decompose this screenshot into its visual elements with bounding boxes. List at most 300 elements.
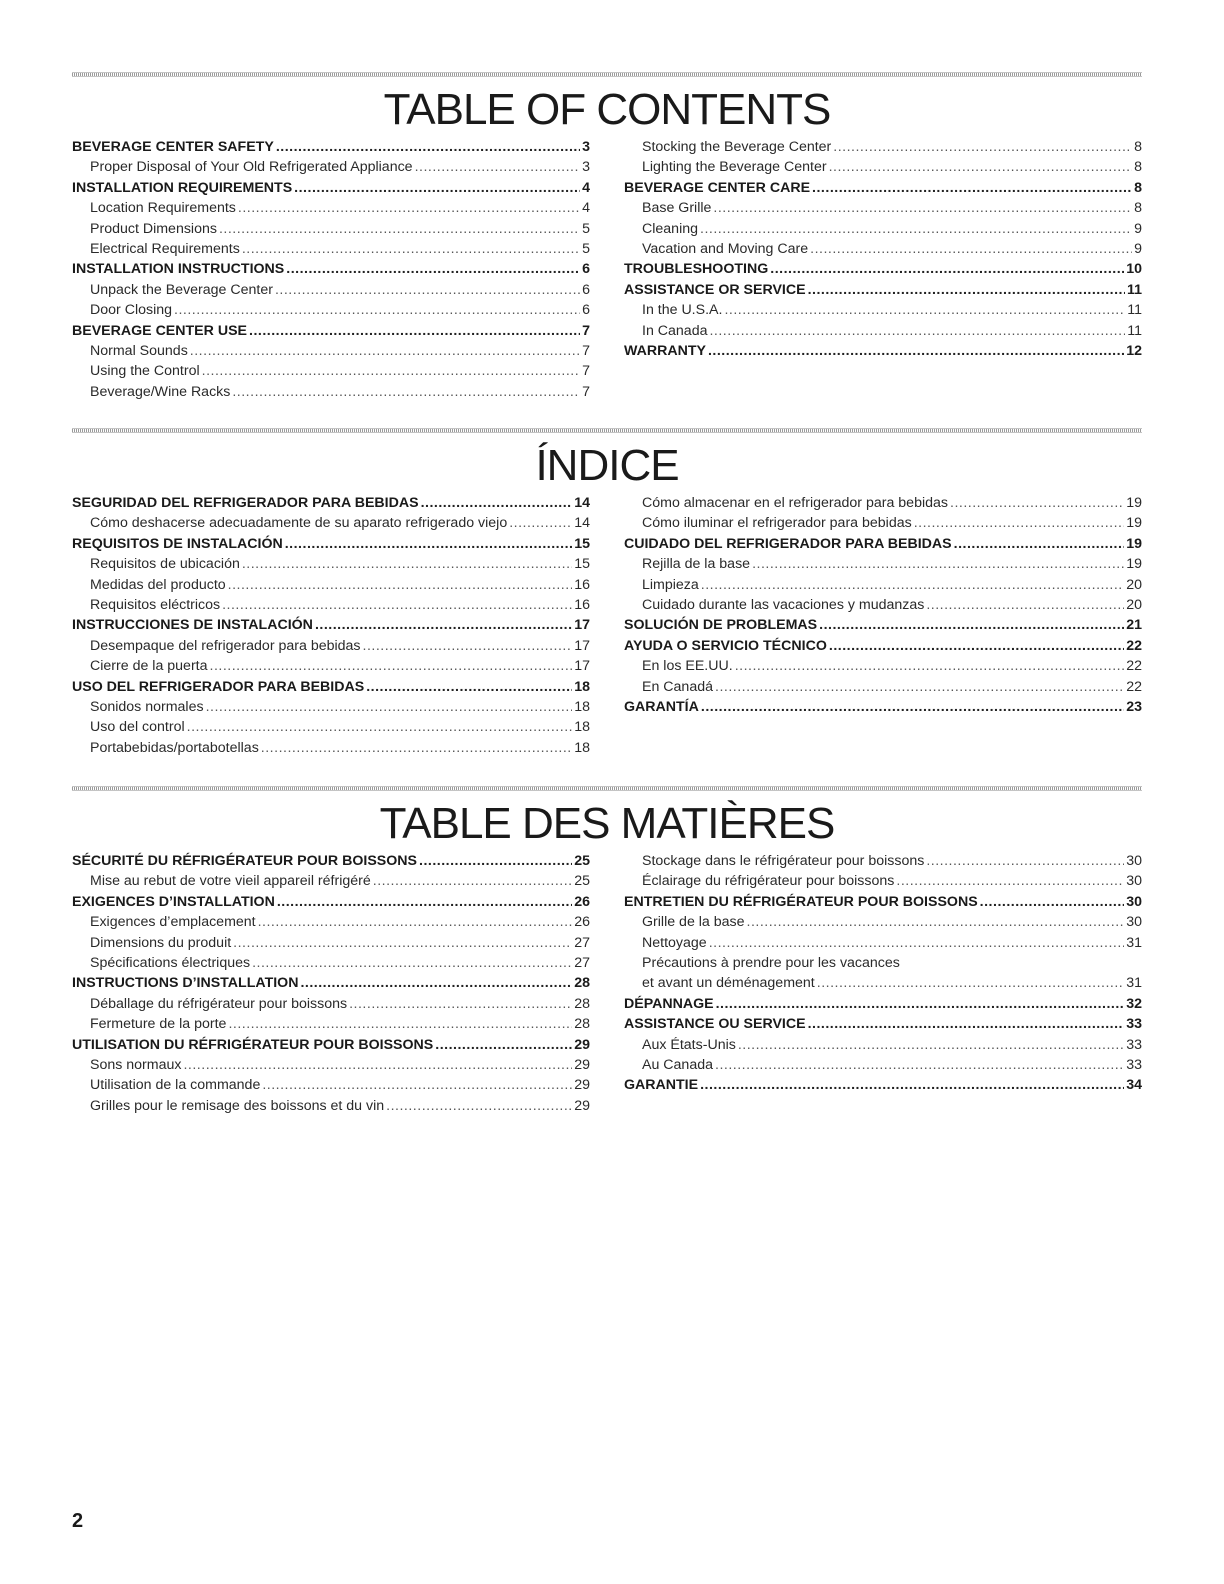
dot-leader — [228, 575, 573, 595]
toc-entry-title: et avant un déménagement — [642, 975, 815, 992]
toc-entry-page: 4 — [582, 179, 590, 196]
toc-entry-title: Sonidos normales — [90, 698, 204, 715]
toc-entry-title: BEVERAGE CENTER CARE — [624, 179, 811, 196]
toc-entry-title: Requisitos eléctricos — [90, 596, 221, 613]
dot-leader — [222, 595, 572, 615]
toc-entry-title: Nettoyage — [642, 934, 707, 951]
dot-leader — [808, 1014, 1125, 1034]
toc-entry-page: 8 — [1134, 179, 1142, 196]
dot-leader — [233, 933, 572, 953]
toc-entry-title: TROUBLESHOOTING — [624, 261, 769, 278]
toc-entry-title: GARANTIE — [624, 1077, 699, 1094]
toc-entry-title: SOLUCIÓN DE PROBLEMAS — [624, 617, 818, 634]
dot-leader — [808, 280, 1125, 300]
toc-entry — [624, 157, 1142, 177]
toc-column-right — [624, 851, 1142, 1096]
dot-leader — [238, 198, 580, 218]
toc-entry-page: 19 — [1126, 495, 1142, 511]
toc-entry — [72, 1055, 590, 1075]
dot-leader — [252, 953, 572, 973]
dot-leader — [275, 280, 580, 300]
toc-columns — [72, 137, 1142, 417]
toc-entry-page: 14 — [574, 515, 590, 532]
toc-entry-page: 33 — [1126, 1036, 1142, 1053]
dot-leader — [700, 1075, 1124, 1095]
toc-entry-page: 6 — [582, 261, 590, 278]
toc-entry-title: Cuidado durante las vacaciones y mudanzas — [642, 596, 925, 613]
dot-leader — [708, 341, 1124, 361]
toc-entry — [72, 239, 590, 259]
toc-entry-page: 20 — [1126, 576, 1142, 593]
toc-entry — [624, 219, 1142, 239]
toc-entry — [72, 575, 590, 595]
toc-heading-entry — [624, 615, 1142, 635]
toc-entry-page: 29 — [574, 1056, 590, 1073]
toc-entry-page: 18 — [574, 678, 590, 695]
toc-entry-page: 18 — [574, 739, 590, 756]
toc-entry — [624, 493, 1142, 513]
toc-entry-title: Electrical Requirements — [90, 240, 240, 257]
toc-entry-title: Éclairage du réfrigérateur pour boissons — [642, 873, 895, 890]
dot-leader — [509, 513, 572, 533]
toc-entry-title: USO DEL REFRIGERADOR PARA BEBIDAS — [72, 678, 365, 695]
toc-entry-title: WARRANTY — [624, 342, 706, 359]
toc-entry-title: AYUDA O SERVICIO TÉCNICO — [624, 637, 827, 654]
dot-leader — [812, 178, 1132, 198]
toc-heading-entry — [72, 615, 590, 635]
toc-entry-page: 25 — [574, 873, 590, 890]
toc-entry-page: 9 — [1134, 240, 1142, 257]
toc-heading-entry — [624, 341, 1142, 361]
toc-entry-title: Spécifications électriques — [90, 954, 251, 971]
dot-leader — [219, 219, 580, 239]
toc-entry-title: INSTRUCCIONES DE INSTALACIÓN — [72, 617, 313, 634]
toc-entry-title: REQUISITOS DE INSTALACIÓN — [72, 535, 283, 552]
toc-heading-entry — [624, 534, 1142, 554]
toc-entry-page: 7 — [582, 342, 590, 359]
toc-entry-page: 30 — [1126, 853, 1142, 869]
toc-entry — [624, 300, 1142, 320]
toc-heading-entry — [624, 697, 1142, 717]
toc-heading-entry — [72, 1035, 590, 1055]
toc-entry-title: Mise au rebut de votre vieil appareil réfrigéré — [90, 873, 371, 890]
dot-leader — [738, 1035, 1124, 1055]
toc-entry-title: Cómo almacenar en el refrigerador para bebidas — [642, 495, 948, 511]
dot-leader — [709, 321, 1125, 341]
toc-columns — [72, 493, 1142, 773]
dot-leader — [716, 994, 1125, 1014]
dot-leader — [914, 513, 1125, 533]
dot-leader — [300, 973, 572, 993]
toc-entry — [72, 513, 590, 533]
toc-entry-page: 19 — [1126, 515, 1142, 532]
dot-leader — [770, 259, 1124, 279]
toc-entry-page: 17 — [574, 658, 590, 675]
section-title: ÍNDICE — [535, 441, 679, 490]
toc-entry-title: Stocking the Beverage Center — [642, 139, 832, 155]
toc-entry — [72, 382, 590, 402]
dot-leader — [183, 1055, 572, 1075]
toc-entry — [72, 994, 590, 1014]
dot-leader — [232, 382, 580, 402]
toc-entry-page: 3 — [582, 139, 590, 155]
toc-entry-page: 31 — [1126, 975, 1142, 992]
toc-entry-page: 17 — [574, 637, 590, 654]
toc-entry-page: 7 — [582, 363, 590, 380]
dot-leader — [294, 178, 580, 198]
dot-leader — [701, 697, 1124, 717]
toc-entry-title: SEGURIDAD DEL REFRIGERADOR PARA BEBIDAS — [72, 495, 419, 511]
toc-entry — [72, 656, 590, 676]
toc-heading-entry — [624, 178, 1142, 198]
toc-entry-title: En Canadá — [642, 678, 713, 695]
toc-entry-page: 22 — [1126, 658, 1142, 675]
toc-entry-page: 7 — [582, 383, 590, 400]
section-divider — [72, 786, 1142, 791]
toc-entry — [72, 554, 590, 574]
dot-leader — [896, 871, 1124, 891]
toc-entry — [72, 953, 590, 973]
toc-entry-title: Cierre de la puerta — [90, 658, 208, 675]
toc-heading-entry — [72, 973, 590, 993]
toc-entry — [624, 137, 1142, 157]
toc-entry-title: EXIGENCES D’INSTALLATION — [72, 893, 275, 910]
toc-entry-page: 22 — [1126, 637, 1142, 654]
toc-entry-title: INSTALLATION REQUIREMENTS — [72, 179, 293, 196]
toc-entry-title: Uso del control — [90, 719, 185, 736]
dot-leader — [285, 534, 572, 554]
toc-heading-entry — [72, 259, 590, 279]
toc-entry — [72, 595, 590, 615]
toc-entry-title: Aux États-Unis — [642, 1036, 736, 1053]
toc-entry — [72, 1075, 590, 1095]
dot-leader — [419, 851, 572, 871]
dot-leader — [415, 157, 581, 177]
toc-entry-page: 11 — [1127, 281, 1142, 298]
toc-entry-title: Cómo iluminar el refrigerador para bebidas — [642, 515, 912, 532]
toc-entry-page: 6 — [582, 302, 590, 319]
toc-entry-page: 33 — [1126, 1016, 1142, 1033]
dot-leader — [817, 973, 1124, 993]
toc-entry-page: 12 — [1126, 342, 1142, 359]
toc-entry-page: 31 — [1126, 934, 1142, 951]
toc-entry — [624, 575, 1142, 595]
toc-entry-page: 18 — [574, 698, 590, 715]
dot-leader — [386, 1096, 572, 1116]
toc-entry — [624, 677, 1142, 697]
toc-entry — [624, 851, 1142, 871]
toc-entry-page: 25 — [574, 853, 590, 869]
toc-entry-page: 9 — [1134, 220, 1142, 237]
section-divider — [72, 72, 1142, 77]
dot-leader — [202, 361, 580, 381]
toc-entry-title: UTILISATION DU RÉFRIGÉRATEUR POUR BOISSONS — [72, 1036, 434, 1053]
toc-entry-title: Sons normaux — [90, 1056, 182, 1073]
toc-entry-title: INSTALLATION INSTRUCTIONS — [72, 261, 285, 278]
toc-column-left — [72, 851, 590, 1116]
toc-entry-title: Using the Control — [90, 363, 200, 380]
toc-section-french — [72, 786, 1142, 1131]
dot-leader — [210, 656, 573, 676]
toc-entry-title: BEVERAGE CENTER USE — [72, 322, 248, 339]
toc-entry-page: 14 — [574, 495, 590, 511]
toc-entry-title: In Canada — [642, 322, 708, 339]
toc-entry-title: Proper Disposal of Your Old Refrigerated Appliance — [90, 159, 413, 176]
dot-leader — [752, 554, 1124, 574]
dot-leader — [363, 636, 573, 656]
toc-entry-page: 28 — [574, 1016, 590, 1033]
dot-leader — [709, 933, 1125, 953]
toc-entry — [624, 1055, 1142, 1075]
toc-entry-page: 29 — [574, 1077, 590, 1094]
dot-leader — [829, 636, 1124, 656]
toc-entry — [72, 933, 590, 953]
toc-entry-page: 8 — [1134, 159, 1142, 176]
toc-heading-entry — [72, 892, 590, 912]
dot-leader — [286, 259, 580, 279]
toc-entry-title: Déballage du réfrigérateur pour boissons — [90, 995, 348, 1012]
toc-entry-title: Exigences d’emplacement — [90, 914, 256, 931]
toc-entry-title: Location Requirements — [90, 200, 236, 217]
toc-entry — [624, 656, 1142, 676]
toc-entry-page: 3 — [582, 159, 590, 176]
toc-entry-title: Limpieza — [642, 576, 699, 593]
toc-entry-page: 29 — [574, 1036, 590, 1053]
dot-leader — [242, 554, 572, 574]
toc-heading-entry — [72, 321, 590, 341]
toc-entry-page: 30 — [1126, 873, 1142, 890]
toc-entry-title: En los EE.UU. — [642, 658, 733, 675]
dot-leader — [242, 239, 580, 259]
toc-entry — [624, 953, 1142, 994]
toc-entry-page: 6 — [582, 281, 590, 298]
toc-heading-entry — [72, 851, 590, 871]
toc-entry — [624, 933, 1142, 953]
dot-leader — [954, 534, 1125, 554]
dot-leader — [315, 615, 572, 635]
dot-leader — [373, 871, 572, 891]
toc-entry-page: 8 — [1134, 200, 1142, 217]
toc-entry-page: 20 — [1126, 596, 1142, 613]
toc-entry-page: 11 — [1127, 302, 1142, 319]
dot-leader — [261, 738, 572, 758]
toc-entry-page: 28 — [574, 975, 590, 992]
toc-entry-page: 34 — [1126, 1077, 1142, 1094]
toc-entry-page: 4 — [582, 200, 590, 217]
toc-entry-page: 15 — [574, 556, 590, 573]
dot-leader — [228, 1014, 572, 1034]
toc-entry — [72, 871, 590, 891]
toc-entry-title: Product Dimensions — [90, 220, 217, 237]
toc-entry-title: Door Closing — [90, 302, 173, 319]
dot-leader — [829, 157, 1133, 177]
toc-entry-page: 22 — [1126, 678, 1142, 695]
toc-entry-title: Base Grille — [642, 200, 712, 217]
toc-entry-continuation — [642, 973, 1142, 993]
dot-leader — [715, 677, 1124, 697]
toc-entry-title: SÉCURITÉ DU RÉFRIGÉRATEUR POUR BOISSONS — [72, 853, 417, 869]
toc-entry-page: 19 — [1126, 556, 1142, 573]
toc-entry-page: 11 — [1127, 322, 1142, 339]
toc-entry-title: Cleaning — [642, 220, 699, 237]
toc-entry — [72, 198, 590, 218]
section-title: TABLE DES MATIÈRES — [379, 799, 835, 848]
dot-leader — [724, 300, 1125, 320]
toc-entry — [624, 198, 1142, 218]
dot-leader — [262, 1075, 572, 1095]
toc-entry — [624, 871, 1142, 891]
dot-leader — [174, 300, 580, 320]
toc-heading-entry — [624, 259, 1142, 279]
toc-entry — [72, 912, 590, 932]
dot-leader — [206, 697, 573, 717]
toc-entry-page: 26 — [574, 914, 590, 931]
toc-entry-title: BEVERAGE CENTER SAFETY — [72, 139, 274, 155]
toc-columns — [72, 851, 1142, 1131]
toc-column-right — [624, 493, 1142, 717]
toc-entry-page: 32 — [1126, 995, 1142, 1012]
toc-entry-page: 21 — [1126, 617, 1142, 634]
toc-entry-title: Unpack the Beverage Center — [90, 281, 273, 298]
dot-leader — [715, 1055, 1124, 1075]
toc-entry-page: 7 — [582, 322, 590, 339]
toc-entry — [624, 554, 1142, 574]
toc-heading-entry — [624, 892, 1142, 912]
toc-entry-title: In the U.S.A. — [642, 302, 723, 319]
toc-heading-entry — [624, 994, 1142, 1014]
toc-heading-entry — [72, 137, 590, 157]
section-title: TABLE OF CONTENTS — [383, 85, 831, 134]
toc-heading-entry — [624, 636, 1142, 656]
toc-entry — [72, 219, 590, 239]
dot-leader — [810, 239, 1132, 259]
toc-entry-page: 15 — [574, 535, 590, 552]
toc-entry — [624, 513, 1142, 533]
toc-entry-page: 8 — [1134, 139, 1142, 155]
toc-entry-page: 18 — [574, 719, 590, 736]
toc-entry — [72, 280, 590, 300]
toc-entry-title: Desempaque del refrigerador para bebidas — [90, 637, 361, 654]
toc-entry-page: 10 — [1126, 261, 1142, 278]
toc-entry-page: 30 — [1126, 914, 1142, 931]
toc-entry-title: INSTRUCTIONS D’INSTALLATION — [72, 975, 299, 992]
toc-entry — [72, 636, 590, 656]
toc-column-right — [624, 137, 1142, 361]
toc-entry-page: 30 — [1126, 893, 1142, 910]
toc-entry-title: Précautions à prendre pour les vacances — [642, 954, 900, 971]
toc-entry-page: 17 — [574, 617, 590, 634]
toc-entry — [72, 361, 590, 381]
dot-leader — [735, 656, 1125, 676]
toc-entry — [624, 1035, 1142, 1055]
toc-entry — [72, 300, 590, 320]
toc-entry-page: 5 — [582, 240, 590, 257]
toc-entry-page: 27 — [574, 934, 590, 951]
toc-entry-title: ASSISTANCE OU SERVICE — [624, 1016, 806, 1033]
dot-leader — [276, 137, 580, 157]
toc-entry-title: GARANTÍA — [624, 698, 699, 715]
toc-entry-title: Dimensions du produit — [90, 934, 232, 951]
section-divider — [72, 428, 1142, 433]
toc-section-english — [72, 72, 1142, 417]
toc-entry-title: ASSISTANCE OR SERVICE — [624, 281, 806, 298]
dot-leader — [366, 677, 572, 697]
toc-entry — [624, 239, 1142, 259]
toc-entry-title: Vacation and Moving Care — [642, 240, 809, 257]
dot-leader — [249, 321, 580, 341]
toc-entry — [72, 697, 590, 717]
toc-entry-title: DÉPANNAGE — [624, 995, 714, 1012]
toc-entry-title: CUIDADO DEL REFRIGERADOR PARA BEBIDAS — [624, 535, 952, 552]
toc-heading-entry — [72, 178, 590, 198]
toc-column-left — [72, 493, 590, 758]
page-number: 2 — [72, 1510, 84, 1532]
toc-heading-entry — [72, 677, 590, 697]
toc-entry-page: 29 — [574, 1097, 590, 1114]
toc-entry — [72, 157, 590, 177]
toc-entry — [72, 717, 590, 737]
dot-leader — [258, 912, 573, 932]
dot-leader — [713, 198, 1132, 218]
toc-entry — [72, 341, 590, 361]
toc-entry-title: Fermeture de la porte — [90, 1016, 227, 1033]
toc-entry — [72, 738, 590, 758]
dot-leader — [747, 912, 1125, 932]
toc-entry-title: Stockage dans le réfrigérateur pour boissons — [642, 853, 925, 869]
toc-entry-page: 33 — [1126, 1056, 1142, 1073]
toc-entry — [624, 595, 1142, 615]
toc-entry-title: Medidas del producto — [90, 576, 226, 593]
toc-entry-page: 19 — [1126, 535, 1142, 552]
toc-entry-title: ENTRETIEN DU RÉFRIGÉRATEUR POUR BOISSONS — [624, 893, 978, 910]
toc-entry-page: 27 — [574, 954, 590, 971]
toc-entry-title: Au Canada — [642, 1056, 713, 1073]
toc-entry-page: 16 — [574, 576, 590, 593]
toc-entry-title: Utilisation de la commande — [90, 1077, 261, 1094]
dot-leader — [187, 717, 573, 737]
toc-entry-page: 28 — [574, 995, 590, 1012]
dot-leader — [950, 493, 1124, 513]
dot-leader — [819, 615, 1124, 635]
dot-leader — [700, 219, 1132, 239]
toc-entry-page: 5 — [582, 220, 590, 237]
dot-leader — [980, 892, 1125, 912]
toc-entry-title: Rejilla de la base — [642, 556, 751, 573]
toc-entry-title: Cómo deshacerse adecuadamente de su aparato refrigerado viejo — [90, 515, 508, 532]
toc-entry-title: Normal Sounds — [90, 342, 188, 359]
toc-entry-title: Lighting the Beverage Center — [642, 159, 827, 176]
toc-entry-title: Grille de la base — [642, 914, 745, 931]
dot-leader — [926, 595, 1124, 615]
dot-leader — [435, 1035, 572, 1055]
toc-entry — [72, 1096, 590, 1116]
dot-leader — [833, 137, 1132, 157]
toc-heading-entry — [624, 1075, 1142, 1095]
toc-entry-page: 26 — [574, 893, 590, 910]
toc-entry — [624, 912, 1142, 932]
dot-leader — [421, 493, 573, 513]
toc-heading-entry — [72, 493, 590, 513]
toc-section-spanish — [72, 428, 1142, 773]
toc-heading-entry — [624, 280, 1142, 300]
toc-entry-title: Beverage/Wine Racks — [90, 383, 231, 400]
dot-leader — [349, 994, 572, 1014]
toc-entry — [72, 1014, 590, 1034]
toc-entry — [624, 321, 1142, 341]
dot-leader — [277, 892, 572, 912]
dot-leader — [701, 575, 1124, 595]
dot-leader — [190, 341, 580, 361]
